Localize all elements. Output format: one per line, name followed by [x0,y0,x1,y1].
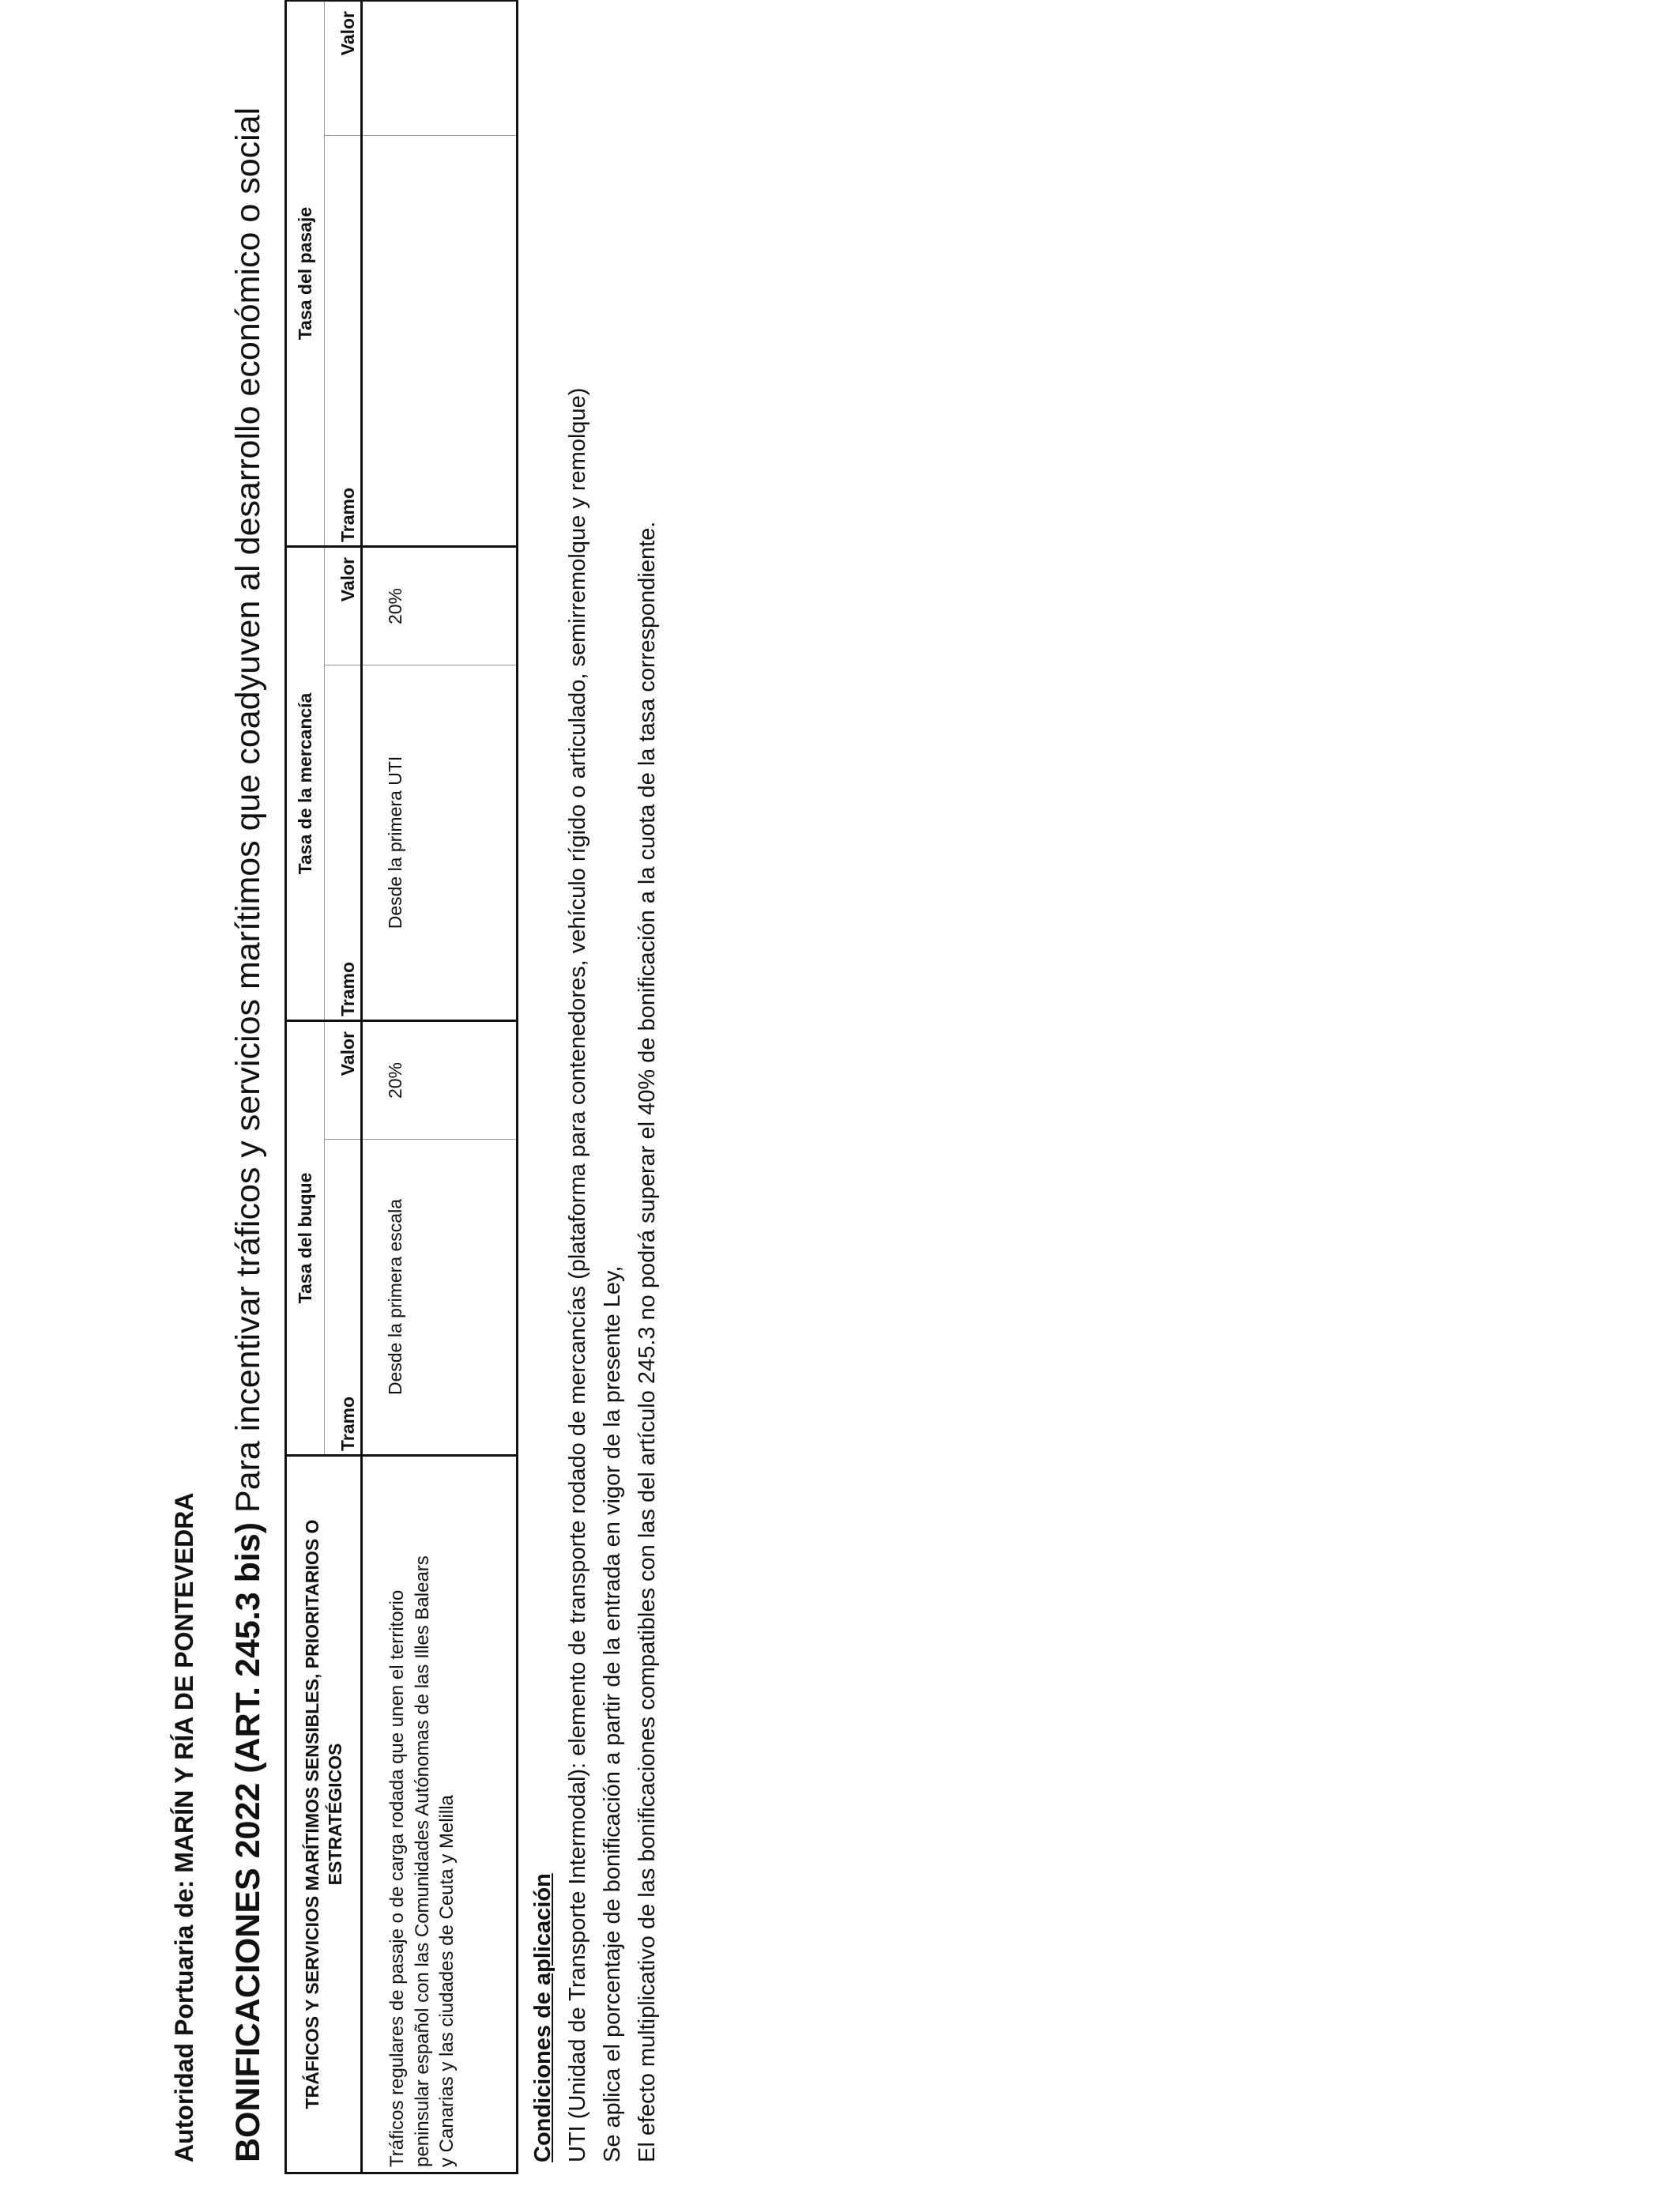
mercancia-valor-header: Valor [324,547,361,665]
pasaje-tramo-cell [362,136,518,547]
page-title [229,107,268,2162]
traffic-desc-line3: y Canarias y las ciudades de Ceuta y Melilla [436,1795,458,2167]
title-rest: Para incentivar tráficos y servicios marítimos que coadyuven al desarrollo económico o social [229,107,267,1522]
pasaje-valor-header: Valor [324,1,361,136]
traffic-header-line1: TRÁFICOS Y SERVICIOS MARÍTIMOS SENSIBLES, PRIORITARIOS O [301,1519,322,2109]
bonus-table [284,0,518,2174]
authority-heading: Autoridad Portuaria de: MARÍN Y RÍA DE PONTEVEDRA [170,1492,198,2162]
group-header-buque: Tasa del buque [286,1021,325,1456]
mercancia-tramo-header: Tramo [324,665,361,1021]
condition-line-3: El efecto multiplicativo de las bonificaciones compatibles con las del artículo 245.3 no podrá superar el 40% de bonificación a la cuota de la tasa correspondiente. [635,521,660,2162]
traffic-header-line2: ESTRATÉGICOS [324,1743,345,1886]
buque-tramo-cell: Desde la primera escala [362,1140,518,1456]
group-header-mercancia: Tasa de la mercancía [286,547,325,1021]
pasaje-valor-cell [362,1,518,136]
buque-tramo-header: Tramo [324,1140,361,1456]
traffic-desc-line1: Tráficos regulares de pasaje o de carga rodada que unen el territorio [386,1589,408,2167]
mercancia-tramo-cell: Desde la primera UTI [362,665,518,1021]
pasaje-tramo-header: Tramo [324,136,361,547]
title-bold: BONIFICACIONES 2022 (ART. 245.3 bis) [229,1521,267,2162]
condition-line-2: Se aplica el porcentaje de bonificación a partir de la entrada en vigor de la presente Ley, [600,1265,625,2162]
group-header-pasaje: Tasa del pasaje [286,1,325,547]
buque-valor-cell: 20% [362,1021,518,1140]
conditions-section [525,388,665,2162]
buque-valor-header: Valor [324,1021,361,1140]
mercancia-valor-cell: 20% [362,547,518,665]
conditions-title: Condiciones de aplicación [530,1873,556,2162]
traffic-desc-line2: peninsular español con las Comunidades Autónomas de las Illes Balears [411,1555,433,2167]
traffic-description [362,1456,518,2173]
table-row [362,1,518,2173]
condition-line-1: UTI (Unidad de Transporte Intermodal): elemento de transporte rodado de mercancías (plataforma para contenedores, vehículo rígido o articulado, semirremolque y remolque) [565,387,590,2162]
traffic-column-header [286,1456,362,2173]
